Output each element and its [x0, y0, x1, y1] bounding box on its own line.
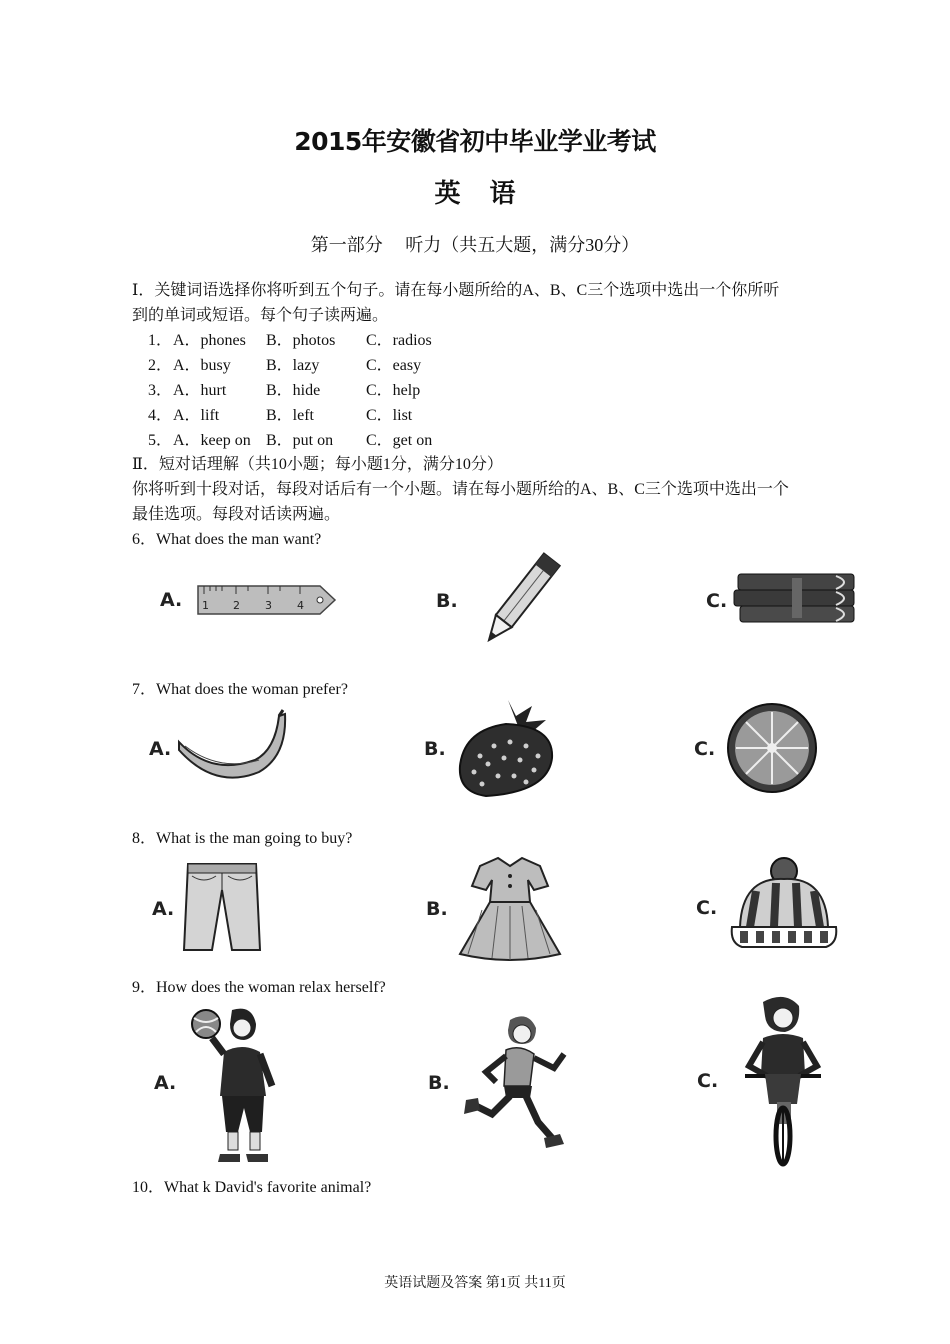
option-a: A．keep on	[173, 432, 251, 449]
option-label: C.	[696, 897, 718, 919]
books-icon	[732, 570, 860, 634]
ruler-mark: 3	[265, 599, 272, 612]
section1-instruction-line2: 到的单词或短语。每个句子读两遍。	[132, 307, 389, 324]
cycling-icon	[737, 994, 829, 1168]
item-number: 5．	[148, 432, 173, 449]
exam-title: 2015年安徽省初中毕业学业考试	[294, 127, 656, 156]
option-c: C．easy	[366, 357, 422, 374]
option-label: C.	[694, 738, 716, 760]
strawberry-icon	[456, 696, 558, 800]
option-b: B．hide	[266, 382, 321, 399]
ruler-icon	[196, 583, 338, 617]
option-a: A．phones	[173, 332, 246, 349]
option-c: C．list	[366, 407, 413, 424]
option-a: A．hurt	[173, 382, 227, 399]
option-c: C．radios	[366, 332, 432, 349]
ruler-mark: 1	[202, 599, 209, 612]
section1-instruction-line1: Ⅰ．关键词语选择你将听到五个句子。请在每小题所给的A、B、C三个选项中选出一个你所听	[132, 282, 780, 299]
ruler-mark: 2	[233, 599, 240, 612]
running-icon	[456, 1010, 578, 1154]
question-8: 8．What is the man going to buy?	[132, 830, 353, 847]
playing-volleyball-icon	[184, 1004, 284, 1166]
section2-heading: Ⅱ．短对话理解（共10小题；每小题1分，满分10分）	[132, 456, 503, 473]
dress-icon	[452, 850, 568, 964]
page-footer: 英语试题及答案 第1页 共11页	[384, 1276, 566, 1291]
section2-instruction-line2: 最佳选项。每段对话读两遍。	[132, 506, 341, 523]
option-label: B.	[424, 738, 446, 760]
option-label: B.	[436, 590, 458, 612]
option-label: B.	[428, 1072, 450, 1094]
section2-instruction-line1: 你将听到十段对话，每段对话后有一个小题。请在每小题所给的A、B、C三个选项中选出一个	[132, 481, 789, 498]
option-b: B．put on	[266, 432, 334, 449]
option-b: B．lazy	[266, 357, 320, 374]
subject-heading: 英 语	[434, 179, 516, 209]
option-label: A.	[154, 1072, 177, 1094]
option-a: A．busy	[173, 357, 231, 374]
option-label: A.	[152, 898, 175, 920]
jeans-icon	[182, 860, 264, 954]
item-number: 2．	[148, 357, 173, 374]
option-label: C.	[706, 590, 728, 612]
question-10: 10．What k David's favorite animal?	[132, 1179, 372, 1196]
option-label: A.	[160, 589, 183, 611]
question-9: 9．How does the woman relax herself?	[132, 979, 386, 996]
option-label: B.	[426, 898, 448, 920]
item-number: 3．	[148, 382, 173, 399]
option-b: B．photos	[266, 332, 336, 349]
option-label: C.	[697, 1070, 719, 1092]
orange-icon	[724, 700, 820, 796]
option-b: B．left	[266, 407, 314, 424]
ruler-mark: 4	[297, 599, 304, 612]
option-c: C．help	[366, 382, 421, 399]
item-number: 4．	[148, 407, 173, 424]
option-c: C．get on	[366, 432, 433, 449]
item-number: 1．	[148, 332, 173, 349]
question-7: 7．What does the woman prefer?	[132, 681, 348, 698]
option-a: A．lift	[173, 407, 220, 424]
question-6: 6．What does the man want?	[132, 531, 322, 548]
part-heading: 第一部分 听力（共五大题，满分30分）	[310, 235, 640, 255]
pencil-icon	[474, 548, 564, 653]
option-label: A.	[149, 738, 172, 760]
banana-icon	[175, 710, 287, 782]
knit-hat-icon	[726, 857, 842, 953]
